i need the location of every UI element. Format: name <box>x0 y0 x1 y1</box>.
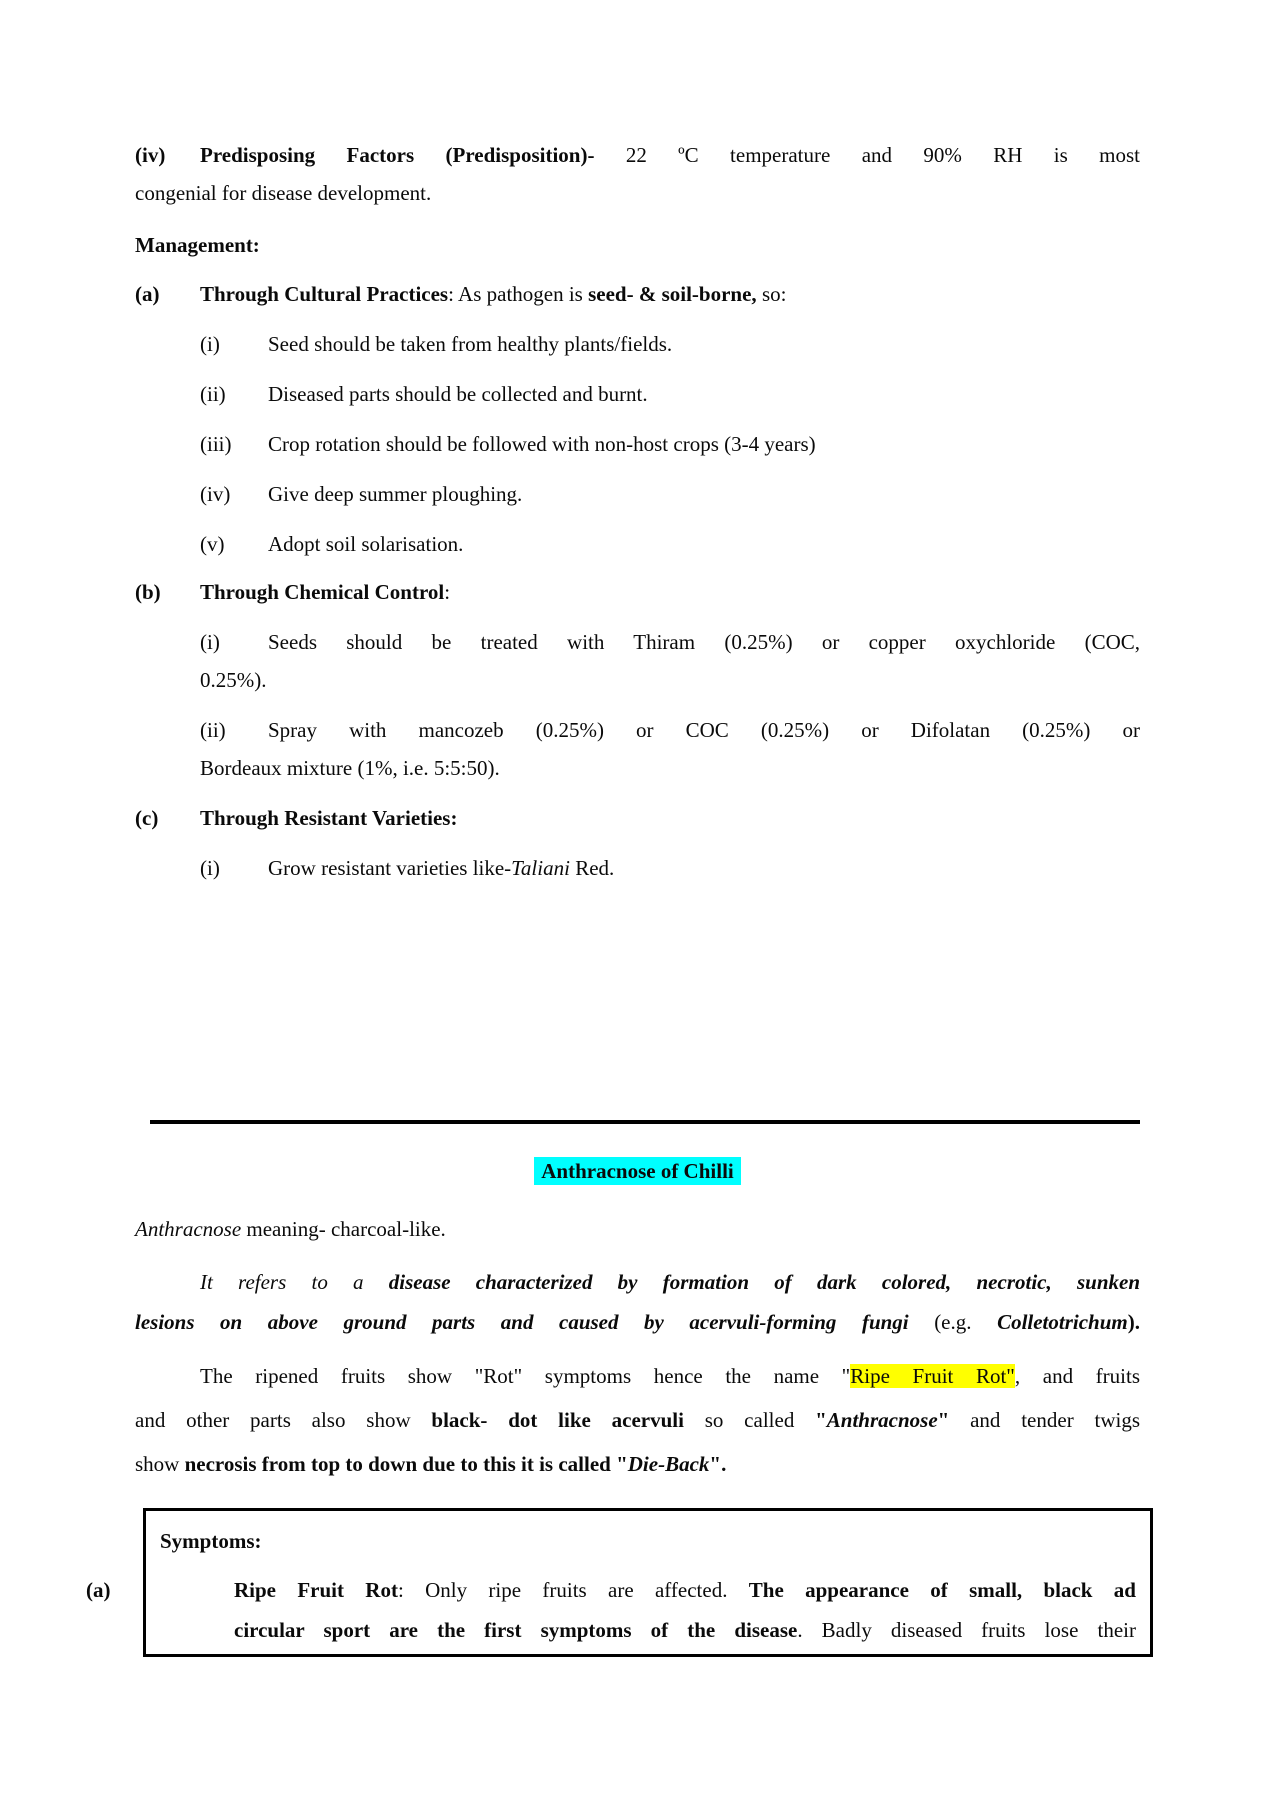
paragraph-anthracnose-meaning <box>135 1210 1140 1248</box>
text-segment: " <box>815 1408 827 1432</box>
heading-management: Management: <box>135 233 260 257</box>
text-segment: Predisposing Factors (Predisposition)- <box>200 143 626 167</box>
paragraph-predisposing-factors <box>135 136 1140 212</box>
paragraph-resistant-varieties <box>135 799 1140 837</box>
text-segment: and tender twigs <box>949 1408 1140 1432</box>
list-marker: (a) <box>86 1578 111 1602</box>
text-segment: , and fruits <box>1014 1364 1141 1388</box>
text-segment: black- dot like acervuli <box>431 1408 684 1432</box>
text-line <box>200 425 1140 463</box>
list-item-cultural-4 <box>200 475 1140 513</box>
list-marker: (i) <box>200 856 220 880</box>
text-segment: Ripe Fruit Rot <box>234 1578 398 1602</box>
text-segment: meaning- charcoal-like. <box>241 1217 446 1241</box>
list-marker: (i) <box>200 332 220 356</box>
text-segment: Adopt soil solarisation. <box>268 532 464 556</box>
text-segment: " <box>616 1452 628 1476</box>
text-line <box>200 475 1140 513</box>
text-line <box>135 1398 1140 1442</box>
list-item-cultural-1 <box>200 325 1140 363</box>
text-segment: . Badly diseased fruits lose their <box>797 1618 1136 1642</box>
text-segment: seed- & soil-borne, <box>588 282 757 306</box>
text-segment: show <box>135 1452 185 1476</box>
text-segment: Die-Back <box>627 1452 710 1476</box>
list-marker: (ii) <box>200 718 226 742</box>
text-segment: Colletotrichum <box>997 1310 1128 1334</box>
text-line <box>200 711 1140 749</box>
text-line <box>200 849 1140 887</box>
text-line <box>135 573 1140 611</box>
text-segment: : Only ripe fruits are affected. <box>397 1578 749 1602</box>
section-title: Anthracnose of Chilli <box>534 1157 741 1185</box>
list-item-chemical-1 <box>200 623 1140 699</box>
list-marker: (a) <box>135 282 160 306</box>
text-segment: so: <box>756 282 787 306</box>
text-line <box>200 623 1140 661</box>
list-item-cultural-2 <box>200 375 1140 413</box>
text-line <box>86 1570 1136 1610</box>
section-title-row <box>135 1152 1140 1190</box>
text-line <box>200 525 1140 563</box>
text-segment: necrosis from top to down due to this it is called <box>184 1452 617 1476</box>
text-line <box>135 1262 1140 1302</box>
text-segment: disease characterized by formation of dark colored, necrotic, sunken <box>388 1270 1140 1294</box>
text-segment: so called <box>683 1408 816 1432</box>
list-marker: (b) <box>135 580 161 604</box>
text-line <box>135 799 1140 837</box>
list-marker: (iii) <box>200 432 232 456</box>
paragraph-cultural-practices <box>135 275 1140 313</box>
text-segment: 0.25%). <box>200 668 267 692</box>
text-segment: Grow resistant varieties like- <box>268 856 512 880</box>
text-segment: ". <box>709 1452 727 1476</box>
text-segment: The ripened fruits show "Rot" symptoms hence the name " <box>200 1364 851 1388</box>
text-line <box>135 1210 1140 1248</box>
text-line <box>135 174 1140 212</box>
list-item-cultural-5 <box>200 525 1140 563</box>
text-line <box>135 275 1140 313</box>
text-segment: The appearance of small, black ad <box>748 1578 1136 1602</box>
text-segment: Spray with mancozeb (0.25%) or COC (0.25%) or Difolatan (0.25%) or <box>268 718 1140 742</box>
text-segment: lesions on above ground parts and caused by acervuli-forming fungi <box>135 1310 909 1334</box>
text-segment: (e.g. <box>908 1310 998 1334</box>
text-segment: : As pathogen is <box>448 282 589 306</box>
paragraph-disease-definition <box>135 1262 1140 1342</box>
paragraph-chemical-control <box>135 573 1140 611</box>
text-segment: Bordeaux mixture (1%, i.e. 5:5:50). <box>200 756 500 780</box>
text-segment: Red. <box>569 856 615 880</box>
text-segment: Through Chemical Control <box>200 580 445 604</box>
heading-symptoms: Symptoms: <box>160 1529 262 1553</box>
list-item-cultural-3 <box>200 425 1140 463</box>
text-segment: Anthracnose <box>135 1217 242 1241</box>
list-marker: (v) <box>200 532 225 556</box>
paragraph-ripe-fruit-rot-naming <box>135 1354 1140 1486</box>
list-marker: (iv) <box>135 143 166 167</box>
text-line <box>135 136 1140 174</box>
text-segment: Taliani <box>511 856 570 880</box>
text-segment: circular sport are the first symptoms of the disease <box>234 1618 798 1642</box>
text-segment: Give deep summer ploughing. <box>268 482 523 506</box>
text-line <box>135 1442 1140 1486</box>
paragraph-symptom-ripe-fruit-rot <box>86 1570 1136 1650</box>
symptoms-box <box>86 1508 1153 1657</box>
text-line <box>200 661 1140 699</box>
text-segment: : <box>444 580 451 604</box>
text-segment: Seed should be taken from healthy plants/fields. <box>268 332 673 356</box>
text-line <box>234 1610 1136 1650</box>
text-segment: Through Resistant Varieties: <box>200 806 458 830</box>
text-line <box>135 1354 1140 1398</box>
text-segment: Diseased parts should be collected and burnt. <box>268 382 648 406</box>
text-segment: congenial for disease development. <box>135 181 432 205</box>
list-marker: (i) <box>200 630 220 654</box>
list-marker: (iv) <box>200 482 231 506</box>
text-segment: Ripe Fruit Rot" <box>850 1364 1015 1388</box>
text-segment: Crop rotation should be followed with non-host crops (3-4 years) <box>268 432 816 456</box>
text-segment: Anthracnose <box>826 1408 938 1432</box>
text-line <box>200 749 1140 787</box>
text-segment: Seeds should be treated with Thiram (0.25%) or copper oxychloride (COC, <box>268 630 1140 654</box>
text-line <box>200 325 1140 363</box>
list-marker: (c) <box>135 806 159 830</box>
list-item-resistant-1 <box>200 849 1140 887</box>
list-marker: (ii) <box>200 382 226 406</box>
text-segment: Through Cultural Practices <box>200 282 449 306</box>
text-line <box>135 1302 1140 1342</box>
text-line <box>200 375 1140 413</box>
text-segment: It refers to a <box>200 1270 389 1294</box>
section-divider <box>150 1120 1140 1124</box>
text-segment: and other parts also show <box>135 1408 432 1432</box>
text-segment: " <box>937 1408 950 1432</box>
text-segment: ). <box>1127 1310 1140 1334</box>
text-segment: 22 ºC temperature and 90% RH is most <box>625 143 1140 167</box>
list-item-chemical-2 <box>200 711 1140 787</box>
